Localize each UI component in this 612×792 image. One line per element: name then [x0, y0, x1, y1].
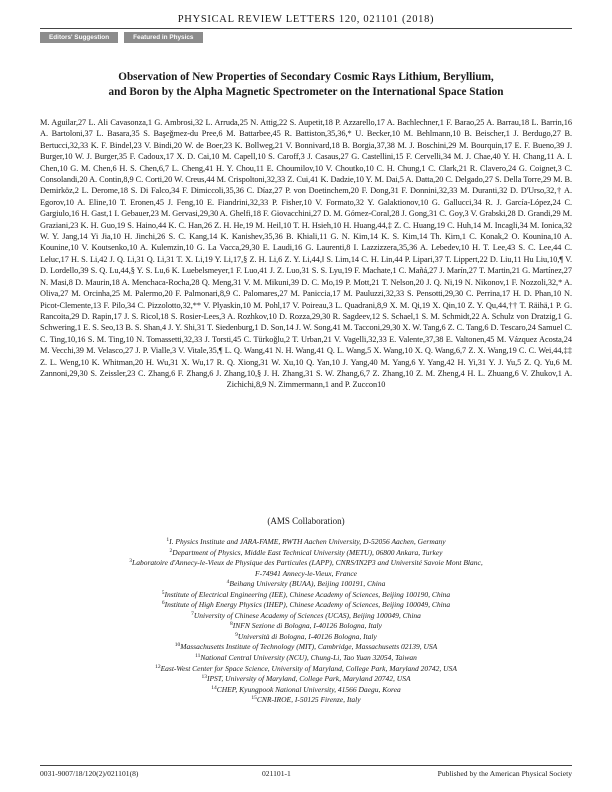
- affiliation-item: $^{11}$National Central University (NCU), Chung-Li, Tao Yuan 32054, Taiwan: [195, 653, 417, 663]
- affiliation-item: $^8$INFN Sezione di Bologna, I-40126 Bologna, Italy: [230, 621, 382, 631]
- journal-header: PHYSICAL REVIEW LETTERS 120, 021101 (2018): [177, 14, 435, 25]
- paper-title: [70, 70, 542, 99]
- footer-doi-code: 0031-9007/18/120(2)/021101(8): [40, 769, 139, 778]
- footer-publisher: Published by the American Physical Society: [437, 769, 572, 778]
- featured-in-physics-tag[interactable]: Featured in Physics: [124, 32, 202, 43]
- affiliation-item: $^1$I. Physics Institute and JARA-FAME, RWTH Aachen University, D-52056 Aachen, Germany: [166, 537, 446, 546]
- affiliation-item: F-74941 Annecy-le-Vieux, France: [255, 568, 357, 578]
- affiliation-item: $^4$Beihang University (BUAA), Beijing 100191, China: [226, 579, 386, 589]
- affiliation-item: $^5$Institute of Electrical Engineering (IEE), Chinese Academy of Sciences, Beijing 100190, China: [161, 589, 451, 599]
- header-divider: [40, 28, 572, 29]
- author-list: M. Aguilar,27 L. Ali Cavasonza,1 G. Ambrosi,32 L. Arruda,25 N. Attig,22 S. Aupetit,18 P. Azzarello,17 A. Bachlechner,1 F. Barao,25 A. Barrau,18 L. Barrin,16 A. Bartoloni,37 L. Basara,35 S. Başeğmez-du Pree,6 M. Battarbee,45 R. Battiston,35,36,* U. Becker,10 M. Behlmann,10 B. Beischer,1 J. Berdugo,27 B. Bertucci,32,33 K. F. Bindel,23 V. Bindi,20 W. de Boer,23 K. Bollweg,21 V. Bonnivard,18 B. Borgia,37,38 M. J. Boschini,29 M. Bourquin,17 E. F. Bueno,39 J. Burger,10 W. J. Burger,35 F. Cadoux,17 X. D. Cai,10 M. Capell,10 S. Caroff,3 J. Casaus,27 G. Castellini,15 F. Cervelli,34 M. J. Chae,40 Y. H. Chang,11 A. I. Chen,10 G. M. Chen,6 H. S. Chen,6,7 L. Cheng,41 H. Y. Chou,11 E. Choumilov,10 V. Choutko,10 C. H. Chung,1 C. Clark,21 R. Clavero,24 G. Coignet,3 C. Consolandi,20 A. Contin,8,9 C. Corti,20 W. Creus,44 M. Crispoltoni,32,33 Z. Cui,41 K. Dadzie,10 Y. M. Dai,5 A. Datta,20 C. Delgado,27 S. Della Torre,29 M. B. Demirköz,2 L. Derome,18 S. Di Falco,34 F. Dimiccoli,35,36 C. Díaz,27 P. von Doetinchem,20 F. Dong,31 F. Donnini,32,33 M. Duranti,32 D. D'Urso,32,† A. Egorov,10 A. Eline,10 T. Eronen,45 J. Feng,10 E. Fiandrini,32,33 P. Fisher,10 V. Formato,32 Y. Galaktionov,10 G. Gallucci,34 R. J. García-López,24 C. Gargiulo,16 H. Gast,1 I. Gebauer,23 M. Gervasi,29,30 A. Ghelfi,18 F. Giovacchini,27 D. M. Gómez-Coral,28 J. Gong,31 C. Goy,3 V. Grabski,28 D. Grandi,29 M. Graziani,23 K. H. Guo,19 S. Haino,44 K. C. Han,26 Z. H. He,19 M. Heil,10 T. H. Hsieh,10 H. Huang,44,‡ Z. C. Huang,19 C. Huh,14 M. Incagli,34 M. Ionica,32 W. Y. Jang,14 Yi Jia,10 H. Jinchi,26 S. C. Kang,14 K. Kanishev,35,36 B. Khiali,11 G. N. Kim,14 K. S. Kim,14 Th. Kirn,1 C. Konak,2 O. Kounina,10 A. Kounine,10 V. Koutsenko,10 A. Kulemzin,10 G. La Vacca,29,30 E. Laudi,16 G. Laurenti,8 I. Lazzizzera,35,36 A. Lebedev,10 H. T. Lee,43 S. C. Lee,44 C. Leluc,17 H. S. Li,42 J. Q. Li,31 Q. Li,31 T. X. Li,19 Y. Li,17,§ Z. H. Li,6 Z. Y. Li,44,‖ S. Lim,14 C. H. Lin,44 P. Lipari,37 T. Lippert,22 D. Liu,11 Hu Liu,10,¶ V. D. Lordello,39 S. Q. Lu,44,§ Y. S. Lu,6 K. Luebelsmeyer,1 F. Luo,41 J. Z. Luo,31 S. S. Lyu,19 F. Machate,1 C. Mañá,27 J. Marín,27 T. Martin,21 G. Martínez,27 N. Masi,8 D. Maurin,18 A. Menchaca-Rocha,28 Q. Meng,31 V. M. Mikuni,39 D. C. Mo,19 P. Mott,21 T. Nelson,20 J. Q. Ni,19 N. Nikonov,1 F. Nozzoli,32,* A. Oliva,27 M. Orcinha,25 M. Palermo,20 F. Palmonari,8,9 C. Palomares,27 M. Paniccia,17 M. Pauluzzi,32,33 S. Pensotti,29,30 C. Perrina,17 H. D. Phan,10 N. Picot-Clemente,13 F. Pilo,34 C. Pizzolotto,32,** V. Plyaskin,10 M. Pohl,17 V. Poireau,3 L. Quadrani,8,9 X. M. Qi,19 X. Qin,10 Z. Y. Qu,44,†† T. Räihä,1 P. G. Rancoita,29 D. Rapin,17 J. S. Ricol,18 S. Rosier-Lees,3 A. Rozhkov,10 D. Rozza,29,30 R. Sagdeev,12 S. Schael,1 S. M. Schmidt,22 A. Schulz von Dratzig,1 G. Schwering,1 E. S. Seo,13 B. S. Shan,4 J. Y. Shi,31 T. Siedenburg,1 D. Son,14 J. W. Song,41 M. Tacconi,29,30 X. W. Tang,6 Z. C. Tang,6 D. Tescaro,24 Samuel C. C. Ting,10,16 S. M. Ting,10 N. Tomassetti,32,33 J. Torsti,45 C. Türkoğlu,2 T. Urban,21 V. Vagelli,32,33 E. Valente,37,38 E. Valtonen,45 M. Vázquez Acosta,24 M. Vecchi,39 M. Velasco,27 J. P. Vialle,3 V. Vitale,35,¶ L. Q. Wang,41 N. H. Wang,41 Q. L. Wang,5 X. Wang,10 X. Q. Wang,6,7 Z. X. Wang,19 C. C. Wei,44,‡‡ Z. L. Weng,10 K. Whitman,20 H. Wu,31 X. Wu,17 R. Q. Xiong,31 W. Xu,10 Q. Yan,10 J. Yang,40 M. Yang,6 Y. Yang,42 H. Yi,31 Y. J. Yu,5 Z. Q. Yu,6 M. Zannoni,29,30 S. Zeissler,23 C. Zhang,6 F. Zhang,6 J. Zhang,10,§ J. H. Zhang,31 S. W. Zhang,6,7 Z. Zhang,10 Z. M. Zheng,4 H. L. Zhuang,6 V. Zhukov,1 A. Zichichi,8,9 N. Zimmermann,1 and P. Zuccon10: [40, 118, 572, 390]
- affiliation-item: $^{15}$CNR-IROE, I-50125 Firenze, Italy: [251, 695, 361, 705]
- affiliation-item: $^{10}$Massachusetts Institute of Technology (MIT), Cambridge, Massachusetts 02139, USA: [174, 642, 438, 652]
- affiliation-item: $^7$University of Chinese Academy of Sciences (UCAS), Beijing 100049, China: [191, 610, 421, 620]
- collaboration-name: (AMS Collaboration): [267, 516, 345, 526]
- affiliation-item: $^2$Department of Physics, Middle East Technical University (METU), 06800 Ankara, Turkey: [169, 547, 443, 557]
- affiliation-item: $^6$Institute of High Energy Physics (IHEP), Chinese Academy of Sciences, Beijing 100049, China: [161, 600, 451, 610]
- affiliation-item: $^{13}$IPST, University of Maryland, College Park, Maryland 20742, USA: [201, 674, 411, 684]
- footer-divider: [40, 765, 572, 766]
- affiliation-item: $^{12}$East-West Center for Space Science, University of Maryland, College Park, Maryland 20742, USA: [155, 663, 457, 673]
- article-tags: [40, 32, 203, 43]
- affiliation-list: [40, 536, 572, 705]
- footer-page-number: 021101-1: [262, 769, 291, 778]
- editors-suggestion-tag[interactable]: Editors' Suggestion: [40, 32, 118, 43]
- title-line-2: and Boron by the Alpha Magnetic Spectrometer on the International Space Station: [108, 85, 504, 98]
- title-line-1: Observation of New Properties of Secondary Cosmic Rays Lithium, Beryllium,: [118, 71, 494, 83]
- affiliation-item: $^{14}$CHEP, Kyungpook National University, 41566 Daegu, Korea: [211, 684, 401, 694]
- affiliation-item: $^3$Laboratoire d'Annecy-le-Vieux de Physique des Particules (LAPP), CNRS/IN2P3 and Université Savoie Mont Blanc,: [129, 558, 483, 568]
- affiliation-item: $^9$Università di Bologna, I-40126 Bologna, Italy: [235, 631, 377, 641]
